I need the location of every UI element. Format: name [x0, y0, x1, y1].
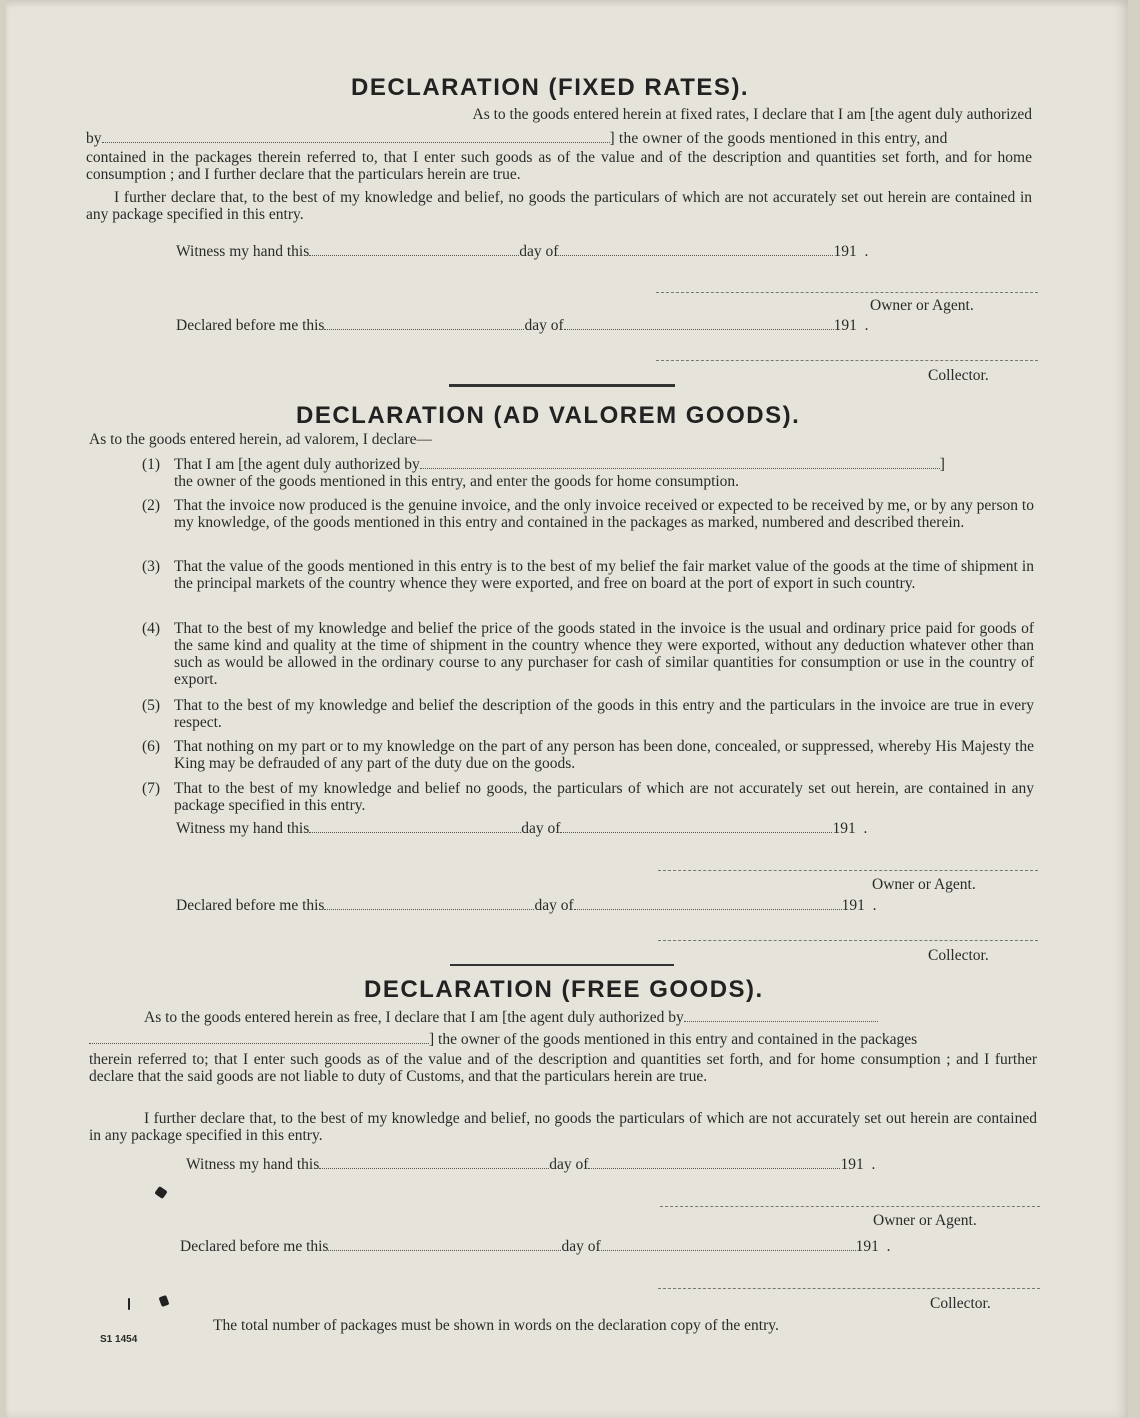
packages-note: The total number of packages must be shown in words on the declaration copy of the entry.	[213, 1317, 779, 1334]
owner-signature-line[interactable]	[658, 870, 1038, 871]
ad-valorem-declared-line: Declared before me this day of 191 .	[176, 897, 877, 914]
item-text: That to the best of my knowledge and belief the description of the goods in this entry and the particulars in the invoice are true in every respect.	[174, 697, 1034, 731]
item-text: That to the best of my knowledge and belief the price of the goods stated in the invoice is the usual and ordinary price paid for goods of the same kind and quality at the time of shipment in the country whence they were exported, without any deduction whatever other than such as would be allowed in the ordinary course to any purchaser for cash of similar quantities for consumption or use in the country of export.	[174, 620, 1034, 688]
fixed-rates-owner-text: ] the owner of the goods mentioned in this entry, and	[609, 130, 948, 147]
witness-day-field[interactable]	[319, 1156, 549, 1169]
year-label: 191	[841, 897, 865, 914]
item-text: That to the best of my knowledge and belief no goods, the particulars of which are not accurately set out herein, are contained in any package specified in this entry.	[174, 780, 1034, 814]
owner-or-agent-label: Owner or Agent.	[872, 876, 976, 893]
ad-valorem-item-6	[142, 738, 1034, 772]
day-of-label: day of	[534, 897, 574, 914]
declared-month-field[interactable]	[601, 1238, 856, 1251]
free-goods-witness-line: Witness my hand this day of 191 .	[186, 1156, 876, 1173]
year-label: 191	[833, 243, 857, 260]
witness-month-field[interactable]	[558, 243, 833, 256]
fixed-rates-paragraph-2: I further declare that, to the best of my knowledge and belief, no goods the particulars of which are not accurately set out herein are contained in any package specified in this entry.	[86, 189, 1032, 223]
declared-day-field[interactable]	[328, 1238, 561, 1251]
collector-signature-line[interactable]	[658, 1288, 1040, 1289]
item-number: (6)	[142, 738, 161, 755]
authorized-by-field[interactable]	[420, 456, 940, 469]
section-divider	[449, 384, 675, 387]
section-divider	[450, 964, 674, 966]
declared-label: Declared before me this	[176, 897, 325, 914]
ad-valorem-item-5	[142, 697, 1034, 731]
declared-label: Declared before me this	[180, 1238, 329, 1255]
fixed-rates-authorized-by-line	[86, 130, 948, 148]
declaration-form-page	[6, 0, 1128, 1418]
collector-label: Collector.	[930, 1295, 991, 1312]
form-number: S1 1454	[100, 1334, 138, 1345]
witness-day-field[interactable]	[309, 243, 519, 256]
declared-day-field[interactable]	[324, 317, 524, 330]
witness-label: Witness my hand this	[176, 243, 310, 260]
day-of-label: day of	[524, 317, 564, 334]
item-number: (1)	[142, 456, 161, 473]
witness-month-field[interactable]	[588, 1156, 840, 1169]
authorized-by-field[interactable]	[102, 130, 610, 143]
day-of-label: day of	[549, 1156, 589, 1173]
year-label: 191	[840, 1156, 864, 1173]
fixed-rates-title: DECLARATION (FIXED RATES).	[351, 74, 750, 101]
item-text: That the invoice now produced is the genuine invoice, and the only invoice received or expected to be received by me, or by any person to my knowledge, of the goods mentioned in this entry and contained in the packages as marked, numbered and described therein.	[174, 497, 1034, 531]
declared-month-field[interactable]	[574, 897, 842, 910]
item-number: (5)	[142, 697, 161, 714]
item-number: (4)	[142, 620, 161, 637]
owner-or-agent-label: Owner or Agent.	[873, 1212, 977, 1229]
ad-valorem-intro: As to the goods entered herein, ad valorem, I declare—	[89, 431, 433, 448]
free-goods-paragraph-1-line-1	[144, 1009, 878, 1027]
fixed-declared-line: Declared before me this day of 191 .	[176, 317, 869, 334]
fixed-rates-paragraph-1-cont: contained in the packages therein referred to, that I enter such goods as of the value and of the description and quantities set forth, and for home consumption ; and I further declare that the particulars herein are true.	[86, 149, 1032, 183]
year-label: 191	[855, 1238, 879, 1255]
witness-label: Witness my hand this	[186, 1156, 320, 1173]
ad-valorem-item-7	[142, 780, 1034, 814]
free-goods-paragraph-2: I further declare that, to the best of my knowledge and belief, no goods the particulars of which are not accurately set out herein are contained in any package specified in this entry.	[89, 1110, 1037, 1144]
free-goods-owner-text: ] the owner of the goods mentioned in this entry and contained in the packages	[429, 1031, 918, 1048]
item-text: That the value of the goods mentioned in this entry is to the best of my belief the fair market value of the goods at the time of shipment in the principal markets of the country whence they were exported, and free on board at the port of export in such country.	[174, 558, 1034, 592]
free-goods-owner-line	[89, 1031, 917, 1049]
ink-blot-mark	[159, 1295, 170, 1307]
free-goods-paragraph-1-cont: therein referred to; that I enter such goods as of the value and of the description and quantities set forth, and for home consumption ; and I further declare that the said goods are not liable to duty of Customs, and that the particulars herein are true.	[89, 1051, 1037, 1085]
authorized-by-field-cont[interactable]	[89, 1031, 429, 1044]
collector-label: Collector.	[928, 947, 989, 964]
fixed-rates-p1-text: As to the goods entered herein at fixed rates, I declare that I am [the agent duly authorized	[472, 106, 1032, 123]
owner-or-agent-label: Owner or Agent.	[870, 297, 974, 314]
item-text: That I am [the agent duly authorized by	[174, 456, 420, 473]
free-goods-title: DECLARATION (FREE GOODS).	[364, 976, 764, 1003]
fixed-rates-paragraph-1-line-1	[86, 106, 1032, 123]
day-of-label: day of	[519, 243, 559, 260]
ad-valorem-witness-line: Witness my hand this day of 191 .	[176, 820, 868, 837]
ad-valorem-item-2	[142, 497, 1034, 531]
owner-signature-line[interactable]	[660, 1206, 1040, 1207]
item-number: (2)	[142, 497, 161, 514]
item-text-cont: the owner of the goods mentioned in this entry, and enter the goods for home consumption.	[174, 473, 740, 490]
year-label: 191	[832, 820, 856, 837]
ad-valorem-title: DECLARATION (AD VALOREM GOODS).	[296, 402, 801, 429]
witness-day-field[interactable]	[309, 820, 521, 833]
free-goods-declared-line: Declared before me this day of 191 .	[180, 1238, 891, 1255]
declared-day-field[interactable]	[324, 897, 534, 910]
declared-month-field[interactable]	[564, 317, 834, 330]
free-goods-p1-text: As to the goods entered herein as free, I declare that I am [the agent duly authorized by	[144, 1009, 684, 1026]
fixed-witness-line: Witness my hand this day of 191 .	[176, 243, 869, 260]
ad-valorem-item-3	[142, 558, 1034, 592]
witness-label: Witness my hand this	[176, 820, 310, 837]
item-number: (3)	[142, 558, 161, 575]
collector-label: Collector.	[928, 367, 989, 384]
declared-label: Declared before me this	[176, 317, 325, 334]
day-of-label: day of	[561, 1238, 601, 1255]
ad-valorem-item-4	[142, 620, 1034, 688]
collector-signature-line[interactable]	[658, 940, 1038, 941]
ink-tick-mark	[128, 1298, 130, 1310]
witness-month-field[interactable]	[560, 820, 832, 833]
ad-valorem-item-1: (1) That I am [the agent duly authorized by ] the owner of the goods mentioned in this entry, and enter the goods for home consumption.	[142, 456, 1034, 490]
item-text: That nothing on my part or to my knowledge on the part of any person has been done, concealed, or suppressed, whereby His Majesty the King may be defrauded of any part of the duty due on the goods.	[174, 738, 1034, 772]
item-number: (7)	[142, 780, 161, 797]
collector-signature-line[interactable]	[656, 360, 1038, 361]
authorized-by-field[interactable]	[684, 1009, 878, 1022]
year-label: 191	[833, 317, 857, 334]
owner-signature-line[interactable]	[656, 292, 1038, 293]
by-label: by	[86, 130, 102, 147]
day-of-label: day of	[521, 820, 561, 837]
ink-blot-mark	[154, 1186, 167, 1199]
